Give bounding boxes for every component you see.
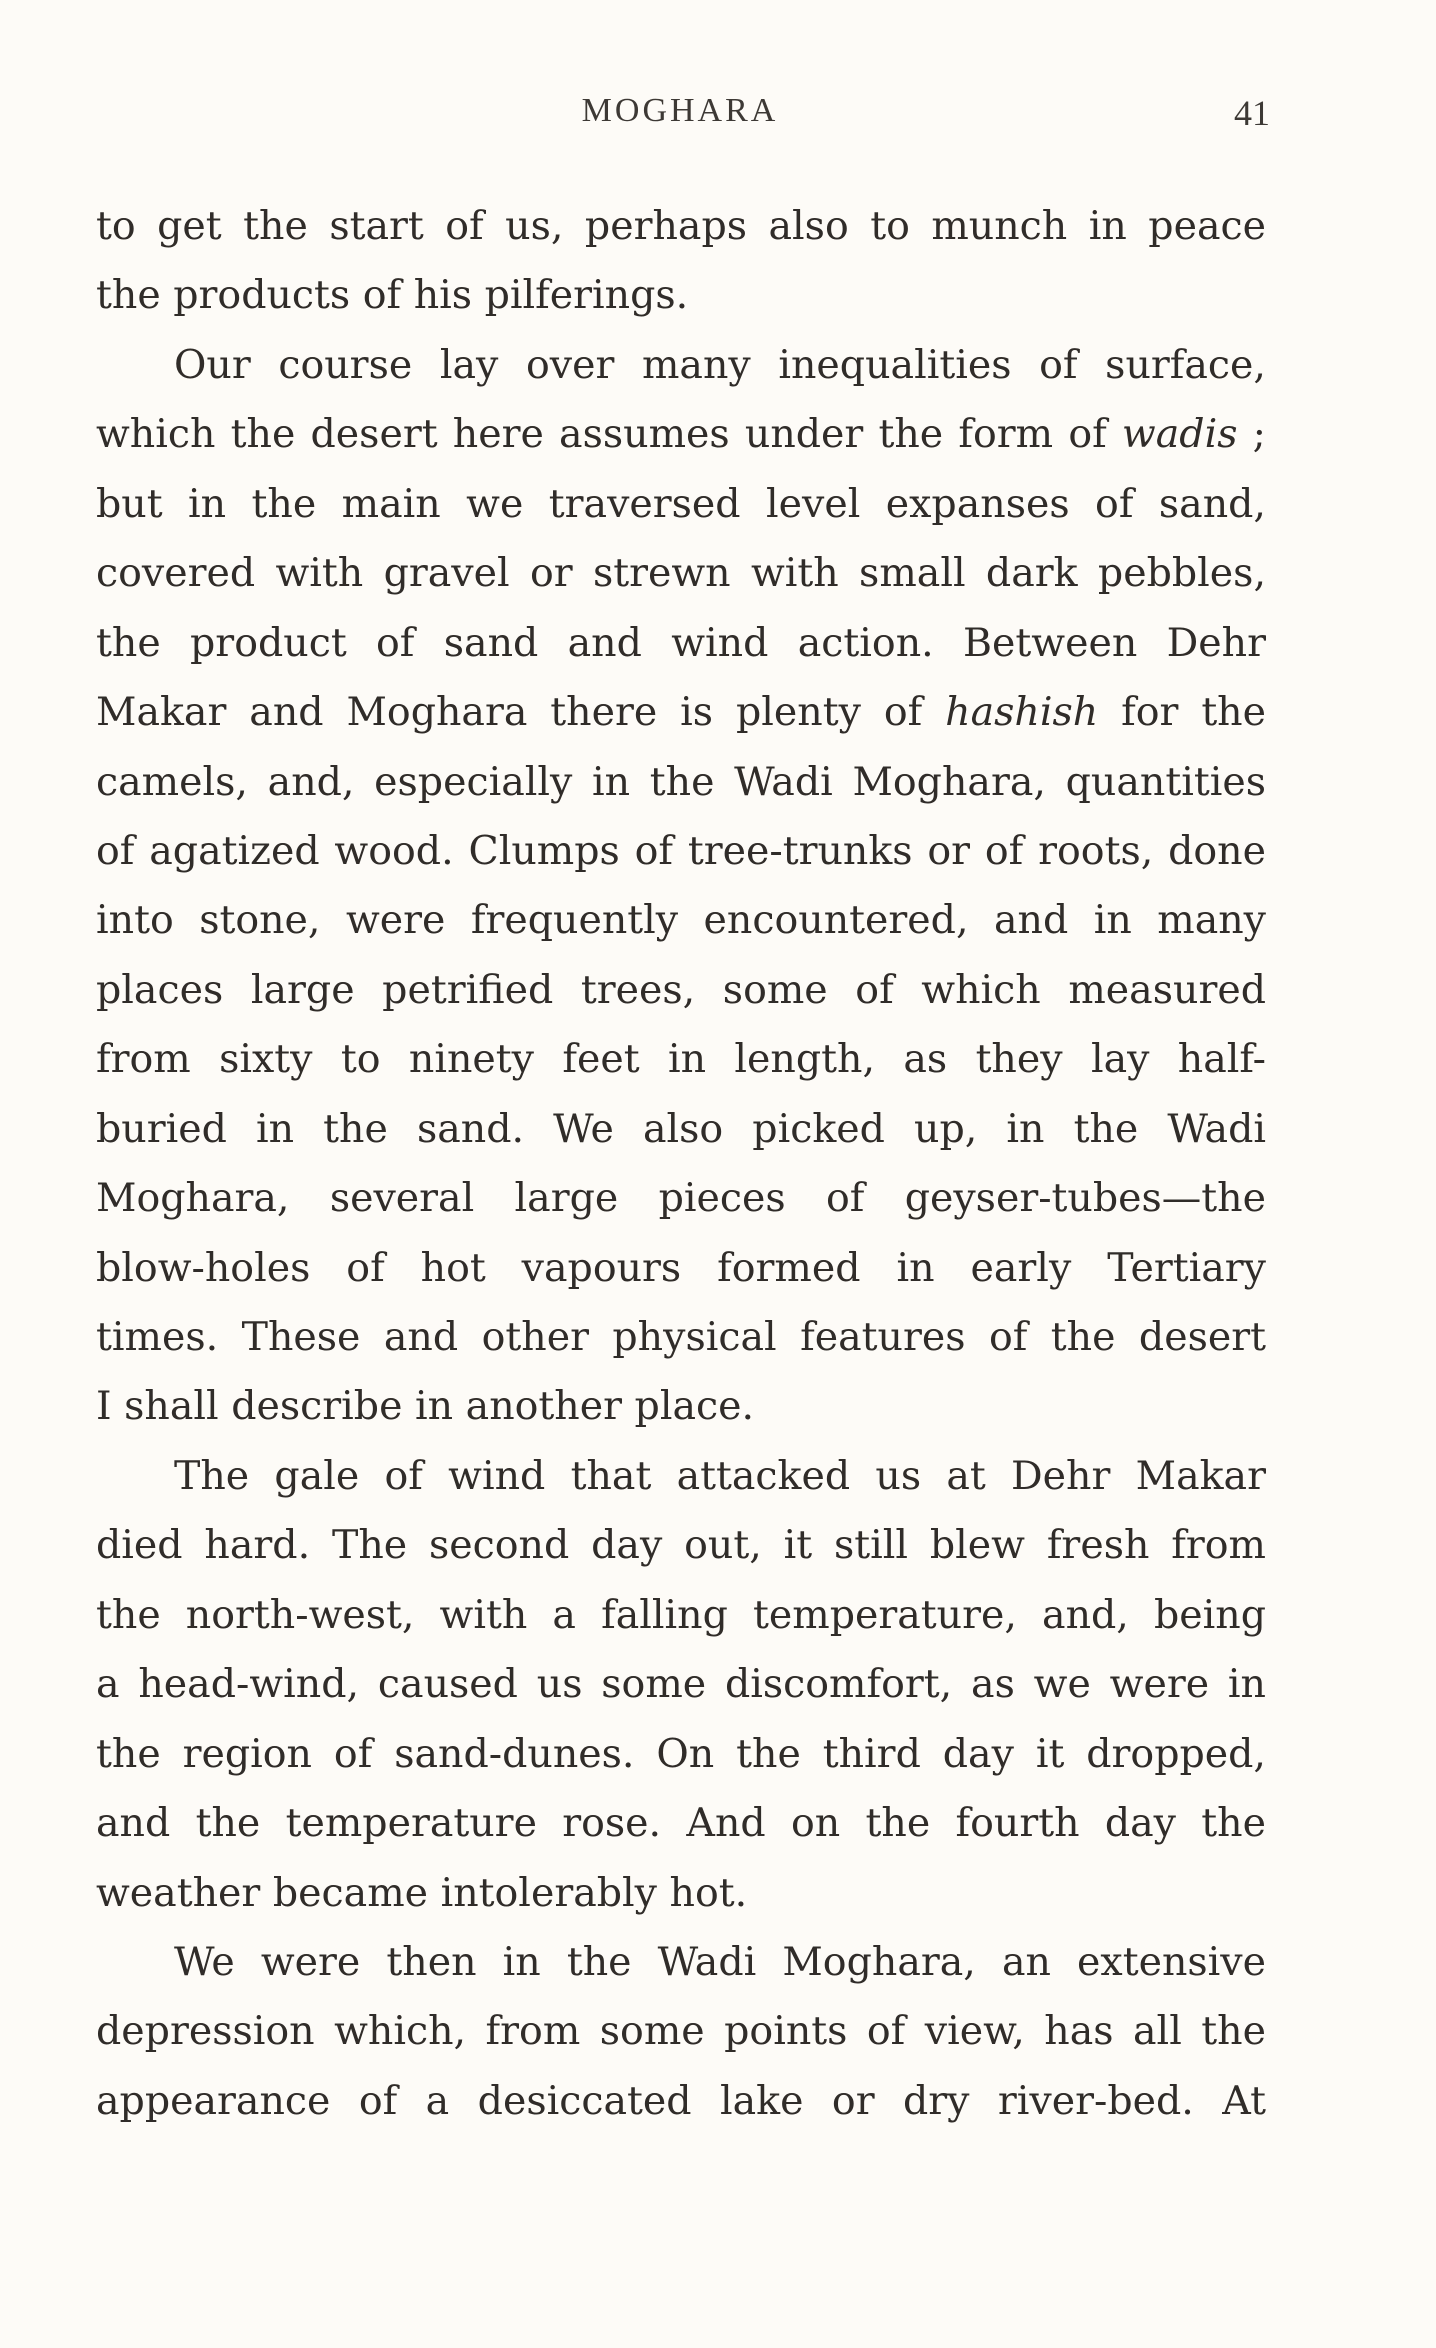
running-head: MOGHARA <box>581 92 779 129</box>
text-line-main: which the desert here assumes under the form of <box>96 411 1107 458</box>
text-line <box>96 1720 1266 1789</box>
text-line-main: and the temperature rose. And on the fourth day the <box>96 1800 1266 1847</box>
text-line <box>96 1789 1266 1858</box>
text-line <box>96 678 1266 747</box>
text-line-main: the products of his pilferings. <box>96 272 689 319</box>
italic-word: wadis <box>1121 411 1238 458</box>
text-line <box>96 748 1266 817</box>
text-line <box>96 1928 1266 1997</box>
text-line-main: places large petrified trees, some of which measured <box>96 966 1266 1013</box>
page-number: 41 <box>1234 93 1270 133</box>
text-line-main: The gale of wind that attacked us at Dehr Makar <box>174 1452 1266 1499</box>
text-line <box>96 400 1266 469</box>
text-line-main: blow-holes of hot vapours formed in early Tertiary <box>96 1244 1266 1291</box>
text-line-main: of agatized wood. Clumps of tree-trunks or of roots, done <box>96 827 1266 874</box>
text-line-main: buried in the sand. We also picked up, in the Wadi <box>96 1105 1266 1152</box>
text-line <box>96 192 1266 261</box>
text-line-main: into stone, were frequently encountered, and in many <box>96 897 1266 944</box>
text-line <box>96 817 1266 886</box>
text-line-main: the region of sand-dunes. On the third day it dropped, <box>96 1730 1266 1777</box>
text-line-main: died hard. The second day out, it still blew fresh from <box>96 1522 1266 1569</box>
text-line-main: Moghara, several large pieces of geyser-tubes—the <box>96 1175 1266 1222</box>
text-line-main: camels, and, especially in the Wadi Moghara, quantities <box>96 758 1266 805</box>
text-line-tail: for the <box>1098 689 1266 736</box>
text-line-main: covered with gravel or strewn with small dark pebbles, <box>96 550 1266 597</box>
text-line-main: Our course lay over many inequalities of surface, <box>174 341 1266 388</box>
text-line <box>96 331 1266 400</box>
text-line <box>96 261 1266 330</box>
text-line <box>96 609 1266 678</box>
text-line-main: to get the start of us, perhaps also to munch in peace <box>96 203 1266 249</box>
text-line <box>96 1997 1266 2066</box>
text-line <box>96 956 1266 1025</box>
text-line <box>96 1372 1266 1441</box>
text-line-main: depression which, from some points of view, has all the <box>96 2008 1266 2055</box>
text-line <box>96 539 1266 608</box>
text-line <box>96 1095 1266 1164</box>
text-line-main: from sixty to ninety feet in length, as they lay half- <box>96 1036 1266 1083</box>
text-line <box>96 886 1266 955</box>
text-line <box>96 1581 1266 1650</box>
text-line-main: weather became intolerably hot. <box>96 1869 748 1916</box>
text-line <box>96 2067 1266 2136</box>
text-line <box>96 1303 1266 1372</box>
text-line <box>96 1025 1266 1094</box>
text-line <box>96 1442 1266 1511</box>
text-line <box>96 1650 1266 1719</box>
text-line-tail: ; <box>1237 411 1266 458</box>
text-line-main: times. These and other physical features of the desert <box>96 1314 1266 1360</box>
text-line-main: but in the main we traversed level expanses of sand, <box>96 480 1266 527</box>
text-line-main: We were then in the Wadi Moghara, an extensive <box>174 1938 1266 1985</box>
text-line <box>96 1234 1266 1303</box>
text-line <box>96 1859 1266 1928</box>
page-header <box>90 92 1270 152</box>
text-line <box>96 470 1266 539</box>
text-line-main: Makar and Moghara there is plenty of <box>96 689 923 736</box>
text-line <box>96 1164 1266 1233</box>
text-line-main: the product of sand and wind action. Between Dehr <box>96 619 1266 666</box>
text-line <box>96 1511 1266 1580</box>
text-line-main: I shall describe in another place. <box>96 1383 755 1430</box>
italic-word: hashish <box>945 689 1099 736</box>
text-line-main: a head-wind, caused us some discomfort, as we were in <box>96 1661 1266 1708</box>
text-line-main: the north-west, with a falling temperature, and, being <box>96 1591 1266 1638</box>
text-line-main: appearance of a desiccated lake or dry river-bed. At <box>96 2077 1266 2124</box>
body-text <box>96 192 1266 2136</box>
